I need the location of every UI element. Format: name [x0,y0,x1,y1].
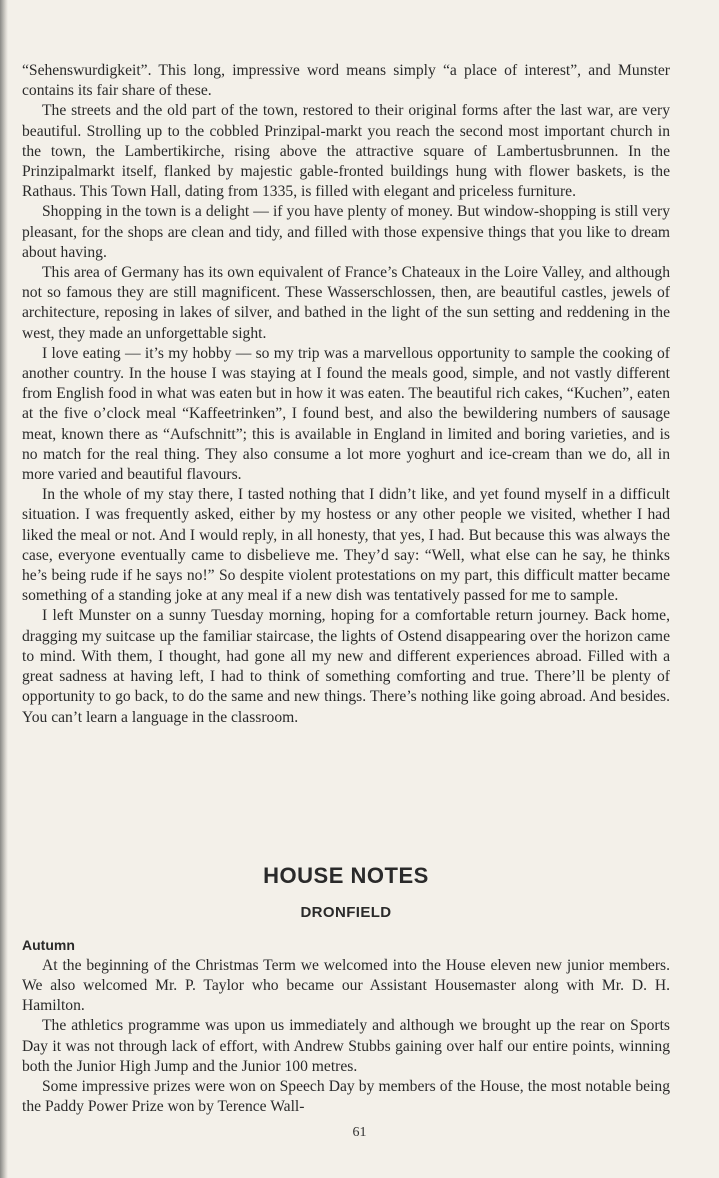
house-notes-body [22,956,670,1118]
article-continuation [22,61,670,728]
paragraph: Some impressive prizes were won on Speech Day by members of the House, the most notable being the Paddy Power Prize won by Terence Wall- [22,1077,670,1116]
subsection-title: DRONFIELD [300,903,392,921]
paragraph: The athletics programme was upon us immediately and although we brought up the rear on Sports Day it was not through lack of effort, with Andrew Stubbs gaining over half our entire points, winning both the Junior High Jump and the Junior 100 metres. [22,1017,670,1075]
paragraph: I love eating — it’s my hobby — so my trip was a marvellous opportunity to sample the cooking of another country. In the house I was staying at I found the meals good, simple, and not vastly different from English food in what was eaten but in how it was eaten. The beautiful rich cakes, “Kuchen”, eaten at the five o’clock meal “Kaffeetrinken”, I found best, and also the bewildering numbers of sausage meat, known there as “Aufschnitt”; this is available in England in limited and boring varieties, and is no match for the real thing. They also consume a lot more yoghurt and ice-cream than we do, all in more varied and beautiful flavours. [22,344,670,484]
page-body [22,61,670,1117]
binding-shadow [0,0,8,1178]
paragraph: Shopping in the town is a delight — if you have plenty of money. But window-shopping is still very pleasant, for the shops are clean and tidy, and filled with those expensive things that you like to dream about having. [22,203,670,261]
subhead: Autumn [22,936,75,953]
paragraph: At the beginning of the Christmas Term we welcomed into the House eleven new junior members. We also welcomed Mr. P. Taylor who became our Assistant Housemaster along with Mr. D. H. Hamilton. [22,956,670,1015]
paragraph: The streets and the old part of the town, restored to their original forms after the last war, are very beautiful. Strolling up to the cobbled Prinzipal-markt you reach the second most important church in the town, the Lambertikirche, rising above the attractive square of Lambertusbrunnen. In the Prinzipalmarkt itself, flanked by majestic gable-fronted buildings hung with flower baskets, is the Rathaus. This Town Hall, dating from 1335, is filled with elegant and priceless furniture. [22,102,670,201]
paragraph: This area of Germany has its own equivalent of France’s Chateaux in the Loire Valley, and although not so famous they are still magnificent. These Wasserschlossen, then, are beautiful castles, jewels of architecture, reposing in lakes of silver, and bathed in the light of the sun setting and reddening in the west, they made an unforgettable sight. [22,264,670,342]
page-number: 61 [352,1125,367,1140]
paragraph: I left Munster on a sunny Tuesday morning, hoping for a comfortable return journey. Back home, dragging my suitcase up the familiar staircase, the lights of Ostend disappearing over the horizon came to mind. With them, I thought, had gone all my new and different experiences abroad. Filled with a great sadness at having left, I had to think of something comforting and true. There’ll be plenty of opportunity to go back, to do the same and new things. There’s nothing like going abroad. And besides. You can’t learn a language in the classroom. [22,607,670,726]
paragraph: In the whole of my stay there, I tasted nothing that I didn’t like, and yet found myself in a difficult situation. I was frequently asked, either by my hostess or any other people we visited, whether I had liked the meal or not. And I would reply, in all honesty, that yes, I had. But because this was always the case, everyone eventually came to disbelieve me. They’d say: “Well, what else can he say, he thinks he’s being rude if he says no!” So despite violent protestations on my part, this difficult matter became something of a standing joke at any meal if a new dish was tentatively passed for me to sample. [22,486,670,605]
section-title: HOUSE NOTES [263,862,429,888]
paragraph: “Sehenswurdigkeit”. This long, impressive word means simply “a place of interest”, and Munster contains its fair share of these. [22,62,670,100]
